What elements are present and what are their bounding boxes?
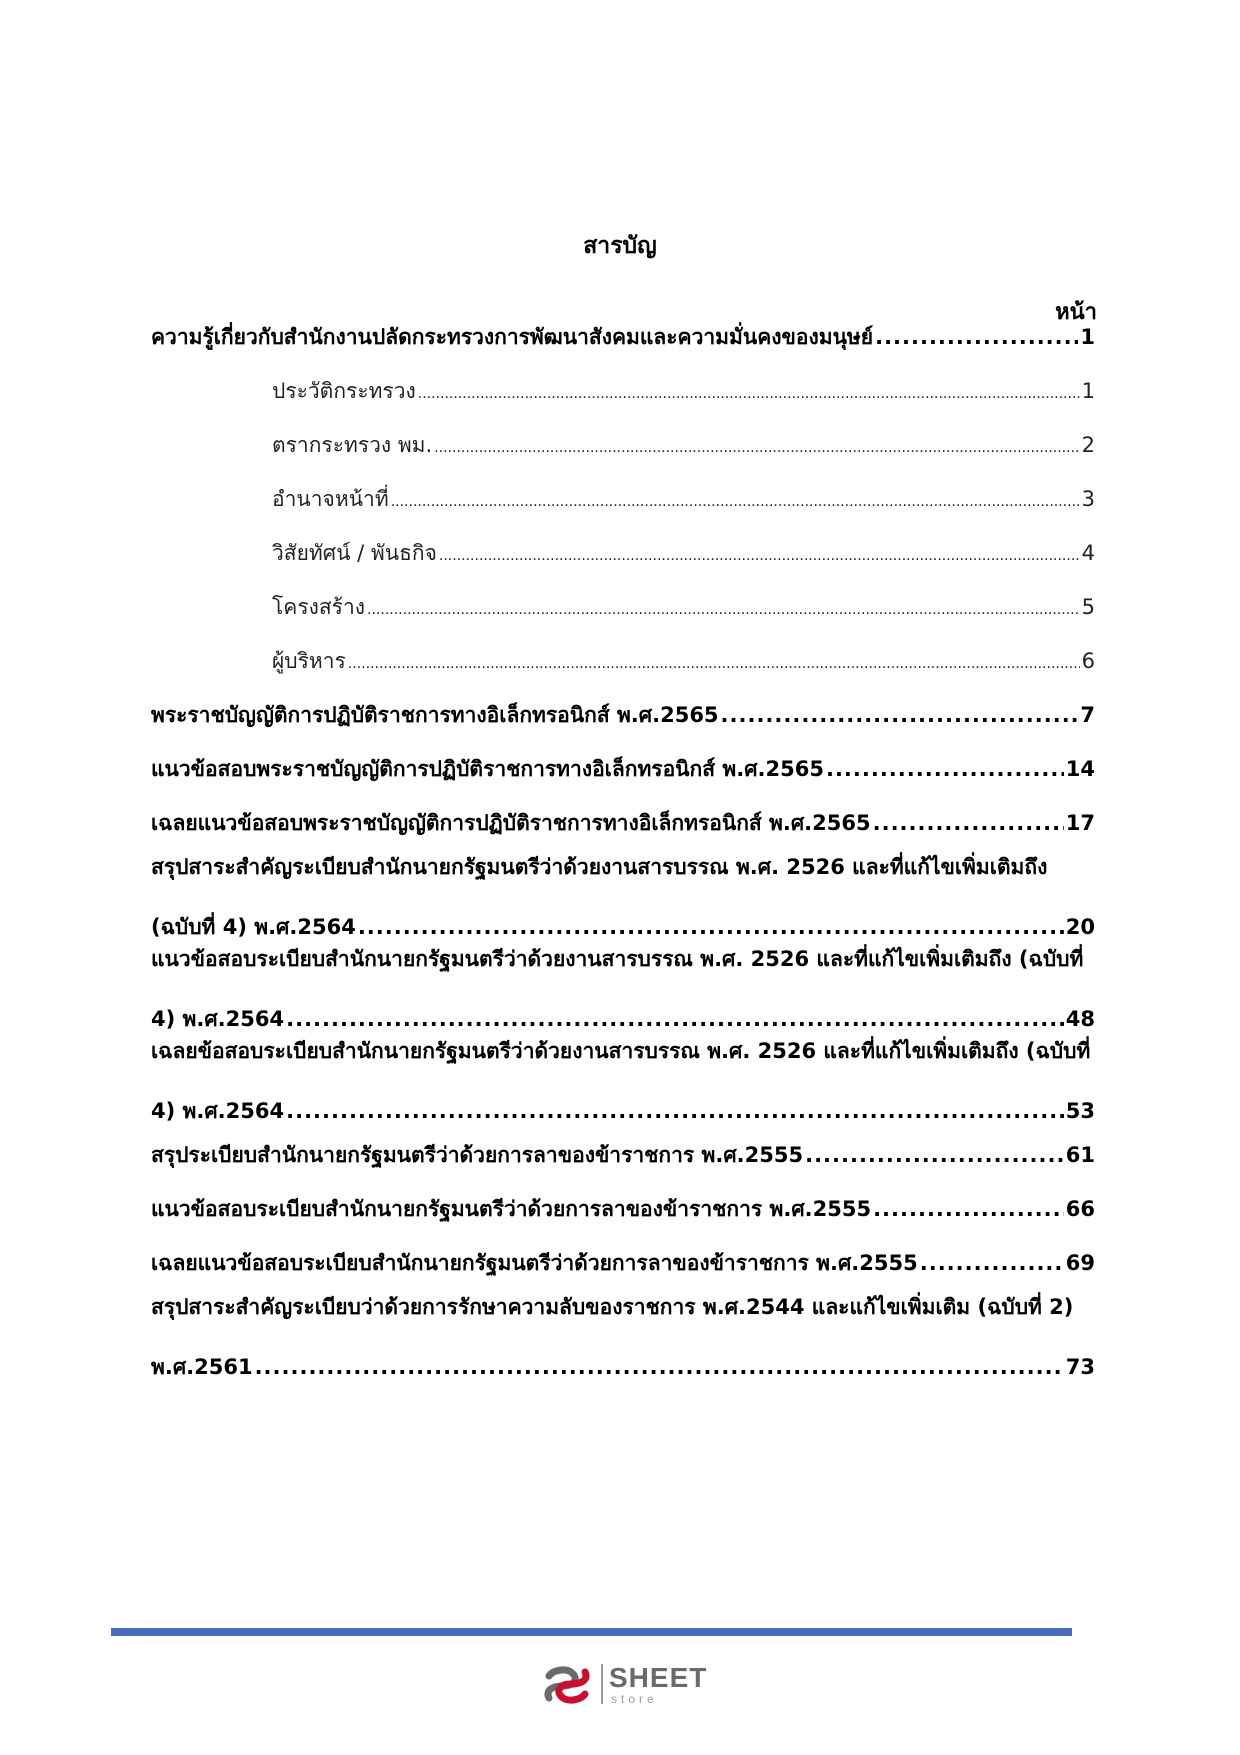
dot-leader xyxy=(873,808,1064,838)
toc-entry-title: เฉลยแนวข้อสอบพระราชบัญญัติการปฏิบัติราชการทางอิเล็กทรอนิกส์ พ.ศ.2565 xyxy=(151,811,871,835)
toc-entry-title: พระราชบัญญัติการปฏิบัติราชการทางอิเล็กทรอนิกส์ พ.ศ.2565 xyxy=(151,703,719,727)
toc-page-number: 6 xyxy=(1081,649,1095,673)
dot-leader xyxy=(439,538,1080,571)
toc-subentry xyxy=(272,376,1095,409)
dot-leader xyxy=(367,592,1080,625)
toc-entry-title: โครงสร้าง xyxy=(272,595,366,619)
sheet-store-logo xyxy=(541,1660,711,1710)
dot-leader xyxy=(286,1004,1064,1034)
dot-leader xyxy=(255,1352,1064,1382)
dot-leader xyxy=(920,1248,1064,1278)
toc-subentry xyxy=(272,592,1095,625)
toc-page-number: 1 xyxy=(1080,325,1095,349)
toc-entry xyxy=(151,1036,1095,1126)
toc-entry xyxy=(151,1140,1095,1170)
toc-entry-title-line: สรุปสาระสำคัญระเบียบสำนักนายกรัฐมนตรีว่าด้วยงานสารบรรณ พ.ศ. 2526 และที่แก้ไขเพิ่มเติมถึง xyxy=(151,855,1048,879)
sheet-store-s-icon xyxy=(541,1660,601,1710)
dot-leader xyxy=(721,700,1079,730)
dot-leader xyxy=(826,754,1064,784)
toc-page-number: 61 xyxy=(1065,1143,1095,1167)
toc-entry-title: พ.ศ.2561 xyxy=(151,1355,253,1379)
toc-subentry xyxy=(272,430,1095,463)
toc-subentry xyxy=(272,484,1095,517)
toc-entry xyxy=(151,808,1095,838)
dot-leader xyxy=(418,376,1080,409)
toc-entry-title: ตรากระทรวง พม. xyxy=(272,433,433,457)
toc-entry-title: แนวข้อสอบระเบียบสำนักนายกรัฐมนตรีว่าด้วยการลาของข้าราชการ พ.ศ.2555 xyxy=(151,1197,872,1221)
toc-page-number: 1 xyxy=(1081,379,1095,403)
toc-entry xyxy=(151,322,1095,352)
toc-page-number: 53 xyxy=(1065,1099,1095,1123)
toc-entry-title: ความรู้เกี่ยวกับสำนักงานปลัดกระทรวงการพัฒนาสังคมและความมั่นคงของมนุษย์ xyxy=(151,325,874,349)
toc-page-number: 14 xyxy=(1065,757,1095,781)
toc-page-number: 3 xyxy=(1081,487,1095,511)
toc-page-number: 66 xyxy=(1065,1197,1095,1221)
toc-entry-title: เฉลยแนวข้อสอบระเบียบสำนักนายกรัฐมนตรีว่าด้วยการลาของข้าราชการ พ.ศ.2555 xyxy=(151,1251,918,1275)
logo-brand-text: SHEET xyxy=(609,1662,708,1693)
toc-page-number: 7 xyxy=(1080,703,1095,727)
toc-page-number: 2 xyxy=(1081,433,1095,457)
toc-page-number: 48 xyxy=(1065,1007,1095,1031)
toc-entry-title: ผู้บริหาร xyxy=(272,649,346,673)
dot-leader xyxy=(358,912,1064,942)
toc-page-number: 17 xyxy=(1065,811,1095,835)
dot-leader xyxy=(873,1194,1064,1224)
toc-entry-title: สรุประเบียบสำนักนายกรัฐมนตรีว่าด้วยการลาของข้าราชการ พ.ศ.2555 xyxy=(151,1143,804,1167)
dot-leader xyxy=(348,646,1080,679)
toc-page-number: 69 xyxy=(1065,1251,1095,1275)
toc-entry-title-line: สรุปสาระสำคัญระเบียบว่าด้วยการรักษาความลับของราชการ พ.ศ.2544 และแก้ไขเพิ่มเติม (ฉบับที่ 2) xyxy=(151,1295,1074,1319)
dot-leader xyxy=(875,322,1078,352)
toc-entry-title: 4) พ.ศ.2564 xyxy=(151,1007,285,1031)
dot-leader xyxy=(805,1140,1064,1170)
dot-leader xyxy=(286,1096,1064,1126)
toc-entry xyxy=(151,944,1095,1034)
toc-page-number: 5 xyxy=(1081,595,1095,619)
toc-entry xyxy=(151,1194,1095,1224)
toc-subentry xyxy=(272,646,1095,679)
toc-entry-title: (ฉบับที่ 4) พ.ศ.2564 xyxy=(151,915,356,939)
toc-entry-title: 4) พ.ศ.2564 xyxy=(151,1099,285,1123)
toc-entry-title: อำนาจหน้าที่ xyxy=(272,487,389,511)
toc-entry-title: แนวข้อสอบพระราชบัญญัติการปฏิบัติราชการทางอิเล็กทรอนิกส์ พ.ศ.2565 xyxy=(151,757,824,781)
page-title: สารบัญ xyxy=(583,233,657,259)
toc-entry-title: ประวัติกระทรวง xyxy=(272,379,416,403)
toc-entry xyxy=(151,1292,1095,1382)
toc-page-number: 73 xyxy=(1065,1355,1095,1379)
toc-entry xyxy=(151,852,1095,942)
toc-entry xyxy=(151,1248,1095,1278)
dot-leader xyxy=(391,484,1080,517)
toc-entry-title-line: แนวข้อสอบระเบียบสำนักนายกรัฐมนตรีว่าด้วยงานสารบรรณ พ.ศ. 2526 และที่แก้ไขเพิ่มเติมถึง (ฉบับที่ xyxy=(151,947,1084,971)
toc-page-number: 4 xyxy=(1081,541,1095,565)
toc-entry xyxy=(151,754,1095,784)
toc-entry-title-line: เฉลยข้อสอบระเบียบสำนักนายกรัฐมนตรีว่าด้วยงานสารบรรณ พ.ศ. 2526 และที่แก้ไขเพิ่มเติมถึง (ฉบับที่ xyxy=(151,1039,1091,1063)
toc-page-number: 20 xyxy=(1065,915,1095,939)
logo-brand-subtext: store xyxy=(611,1692,658,1706)
dot-leader xyxy=(434,430,1079,463)
toc-entry xyxy=(151,700,1095,730)
toc-subentry xyxy=(272,538,1095,571)
footer-divider xyxy=(111,1628,1072,1636)
toc-entry-title: วิสัยทัศน์ / พันธกิจ xyxy=(272,541,437,565)
page-column-label: หน้า xyxy=(1055,300,1097,325)
logo-divider xyxy=(601,1664,603,1704)
